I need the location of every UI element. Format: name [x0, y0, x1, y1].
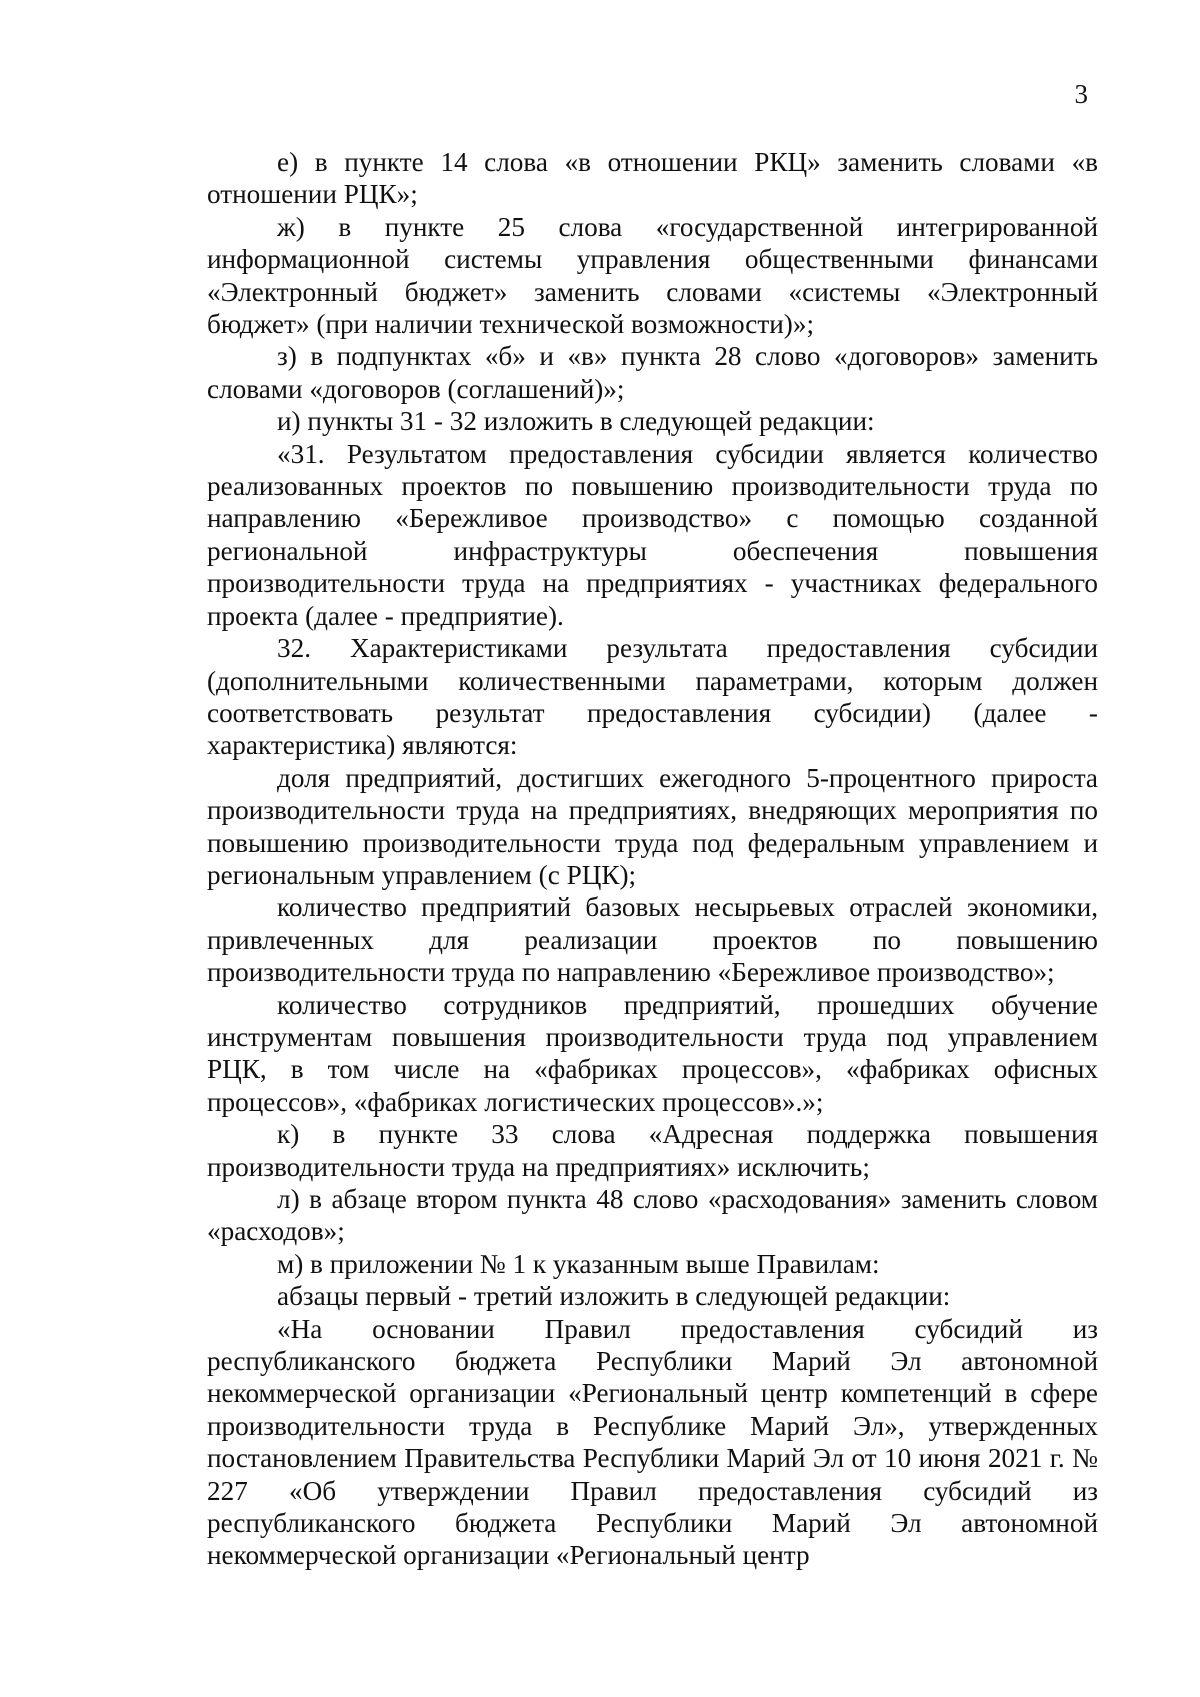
paragraph-abzacy: абзацы первый - третий изложить в следующей редакции:	[277, 1281, 951, 1312]
paragraph-32: 32. Характеристиками результата предоставления субсидии (дополнительными количественными параметрами, которым должен соответствовать результат предоставления субсидии) (далее - характеристика) являются:	[207, 633, 1098, 761]
page-number: 3	[1074, 79, 1088, 109]
paragraph-m: м) в приложении № 1 к указанным выше Правилам:	[277, 1248, 880, 1279]
paragraph-na-osnovanii: «На основании Правил предоставления субсидий из республиканского бюджета Республики Марий Эл автономной некоммерческой организации «Региональный центр компетенций в сфере производительности труда в Республике Марий Эл», утвержденных постановлением Правительства Республики Марий Эл от 10 июня 2021 г. № 227 «Об утверждении Правил предоставления субсидий из республиканского бюджета Республики Марий Эл автономной некоммерческой организации «Региональный центр	[207, 1313, 1098, 1571]
paragraph-e: е) в пункте 14 слова «в отношении РКЦ» заменить словами «в отношении РЦК»;	[207, 147, 1098, 210]
paragraph-i: и) пункты 31 - 32 изложить в следующей редакции:	[277, 406, 875, 437]
paragraph-number-of-employees: количество сотрудников предприятий, прошедших обучение инструментам повышения производительности труда под управлением РЦК, в том числе на «фабриках процессов», «фабриках офисных процессов», «фабриках логистических процессов».»;	[207, 989, 1098, 1117]
paragraph-l: л) в абзаце втором пункта 48 слово «расходования» заменить словом «расходов»;	[207, 1184, 1098, 1247]
paragraph-31: «31. Результатом предоставления субсидии является количество реализованных проектов по повышению производительности труда по направлению «Бережливое производство» с помощью созданной региональной инфраструктуры обеспечения повышения производительности труда на предприятиях - участниках федерального проекта (далее - предприятие).	[207, 438, 1098, 631]
paragraph-zh: ж) в пункте 25 слова «государственной интегрированной информационной системы управления общественными финансами «Электронный бюджет» заменить словами «системы «Электронный бюджет» (при наличии технической возможности)»;	[207, 211, 1098, 340]
paragraph-number-of-enterprises: количество предприятий базовых несырьевых отраслей экономики, привлеченных для реализации проектов по повышению производительности труда по направлению «Бережливое производство»;	[207, 892, 1098, 988]
paragraph-k: к) в пункте 33 слова «Адресная поддержка повышения производительности труда на предприятиях» исключить;	[207, 1119, 1098, 1182]
document-body	[207, 146, 1098, 1572]
paragraph-share-of-enterprises: доля предприятий, достигших ежегодного 5-процентного прироста производительности труда на предприятиях, внедряющих мероприятия по повышению производительности труда под федеральным управлением и региональным управлением (с РЦК);	[207, 762, 1098, 890]
paragraph-z: з) в подпунктах «б» и «в» пункта 28 слово «договоров» заменить словами «договоров (соглашений)»;	[207, 341, 1098, 404]
